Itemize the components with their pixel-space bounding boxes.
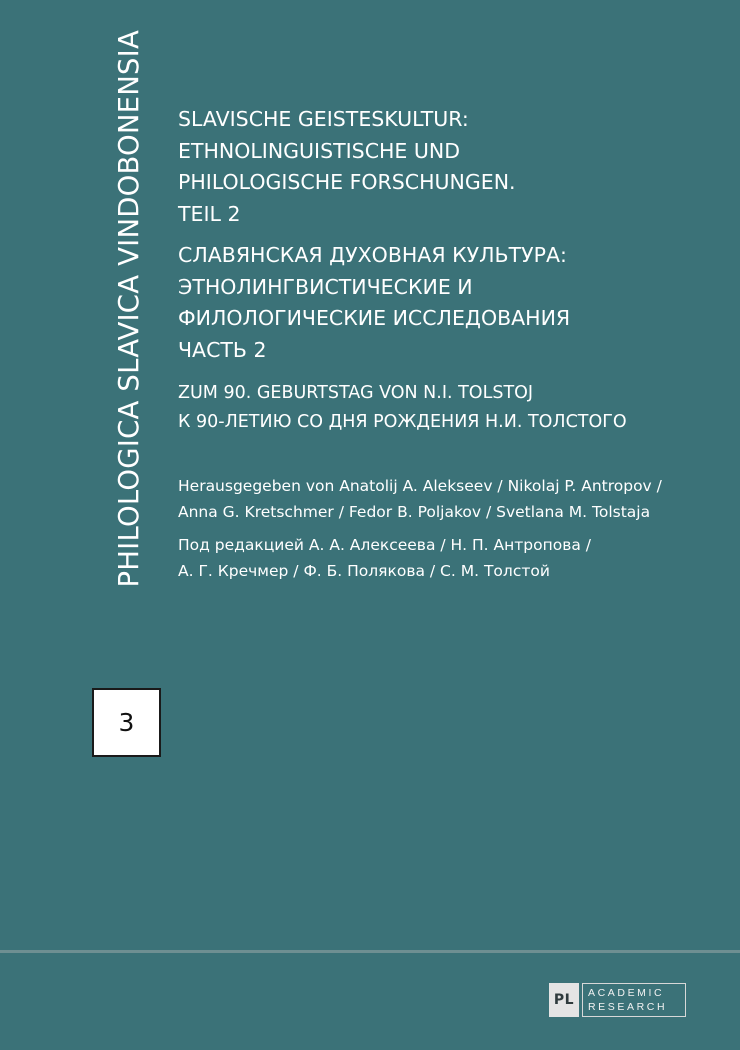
title-german-line: SLAVISCHE GEISTESKULTUR: [178, 107, 469, 131]
subtitle-german: ZUM 90. GEBURTSTAG VON N.I. TOLSTOJ [178, 383, 534, 403]
title-russian-line: ФИЛОЛОГИЧЕСКИЕ ИССЛЕДОВАНИЯ [178, 306, 571, 330]
editors-russian-line: А. Г. Кречмер / Ф. Б. Полякова / С. М. Толстой [178, 562, 550, 580]
subtitle [178, 379, 698, 436]
publisher-name-line1: ACADEMIC [588, 987, 665, 999]
series-title: PHILOLOGICA SLAVICA VINDOBONENSIA [113, 30, 145, 588]
editors-russian [178, 532, 698, 584]
editors-russian-line: Под редакцией А. А. Алексеева / Н. П. Антропова / [178, 536, 592, 554]
footer-divider [0, 950, 740, 953]
title-russian-line: ЧАСТЬ 2 [178, 337, 267, 362]
publisher-name [582, 983, 686, 1017]
title-russian [178, 240, 698, 366]
series-title-container [110, 30, 148, 680]
publisher-name-line2: RESEARCH [588, 1001, 668, 1013]
publisher-logo [549, 983, 686, 1017]
subtitle-russian: К 90-ЛЕТИЮ СО ДНЯ РОЖДЕНИЯ Н.И. ТОЛСТОГО [178, 411, 627, 432]
title-german [178, 104, 698, 230]
editors-german-line: Herausgegeben von Anatolij A. Alekseev / Nikolaj P. Antropov / [178, 477, 662, 495]
volume-number-box [92, 688, 161, 757]
editors-german-line: Anna G. Kretschmer / Fedor B. Poljakov / Svetlana M. Tolstaja [178, 503, 651, 521]
publisher-mark: PL [549, 983, 579, 1017]
title-russian-line: СЛАВЯНСКАЯ ДУХОВНАЯ КУЛЬТУРА: [178, 243, 567, 267]
title-german-line: TEIL 2 [178, 201, 241, 226]
title-german-line: PHILOLOGISCHE FORSCHUNGEN. [178, 170, 516, 194]
title-russian-line: ЭТНОЛИНГВИСТИЧЕСКИЕ И [178, 274, 473, 299]
volume-number: 3 [118, 708, 135, 737]
title-german-line: ETHNOLINGUISTISCHE UND [178, 138, 461, 163]
editors-german [178, 473, 698, 525]
